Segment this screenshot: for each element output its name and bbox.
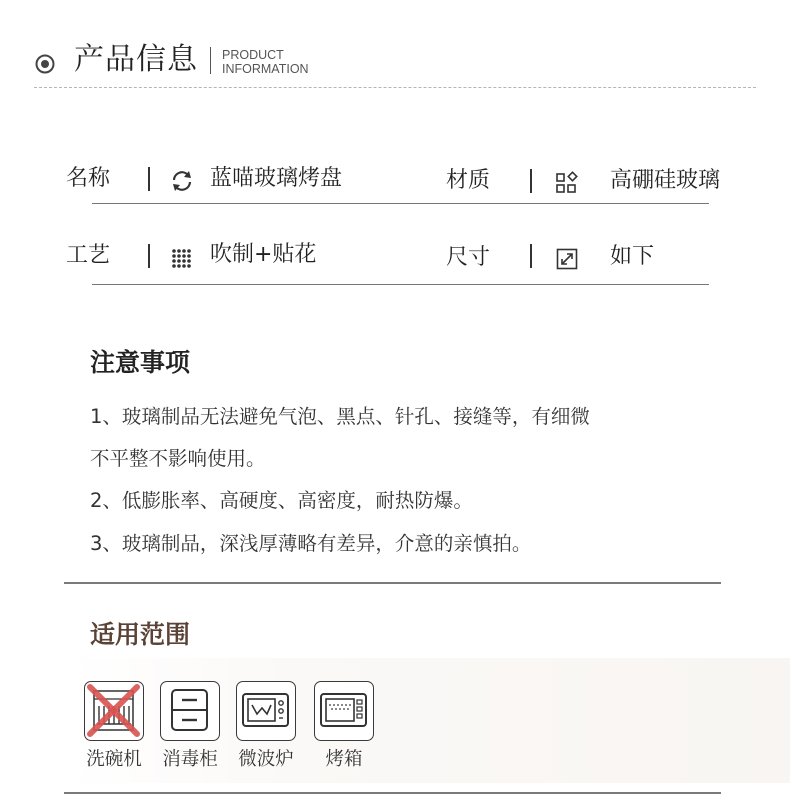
notes-title: 注意事项: [90, 348, 191, 377]
resize-icon: [556, 248, 578, 270]
usage-label-oven: 烤箱: [325, 749, 363, 770]
spec-label-process: 工艺: [66, 243, 111, 268]
page-title: 产品信息: [74, 42, 198, 77]
spec-value-material: 高硼硅玻璃: [610, 168, 721, 193]
title-english: [222, 48, 309, 76]
note-line: 3、玻璃制品，深浅厚薄略有差异，介意的亲慎拍。: [90, 532, 532, 555]
spec-value-process: 吹制+贴花: [210, 242, 317, 267]
spec-label-name: 名称: [66, 166, 111, 191]
oven-icon: [314, 681, 374, 741]
spec-separator: [530, 244, 532, 268]
spec-label-material: 材质: [446, 168, 491, 193]
spec-value-size: 如下: [610, 244, 655, 269]
spec-label-size: 尺寸: [446, 245, 491, 270]
usage-label-microwave: 微波炉: [238, 749, 294, 770]
note-line: 1、玻璃制品无法避免气泡、黑点、针孔、接缝等，有细微: [90, 405, 590, 428]
usage-label-cabinet: 消毒柜: [162, 749, 218, 770]
title-english-line2: INFORMATION: [222, 62, 309, 76]
section-divider: [64, 792, 721, 794]
header-dashed-divider: [34, 87, 756, 88]
spec-separator: [148, 167, 150, 191]
title-english-line1: PRODUCT: [222, 48, 284, 62]
microwave-icon: [236, 681, 296, 741]
title-separator: [210, 47, 211, 74]
dots-grid-icon: [170, 247, 192, 269]
grid-shapes-icon: [555, 171, 577, 193]
usage-label-dishwasher: 洗碗机: [86, 749, 142, 770]
section-divider: [64, 582, 721, 584]
note-line: 不平整不影响使用。: [90, 447, 266, 470]
spec-value-name: 蓝喵玻璃烤盘: [210, 166, 343, 191]
spec-row-divider: [92, 203, 709, 204]
target-circle-icon: [35, 54, 55, 74]
spec-separator: [148, 244, 150, 268]
refresh-icon: [170, 169, 192, 191]
disinfection-cabinet-icon: [160, 681, 220, 741]
spec-separator: [530, 169, 532, 193]
dishwasher-icon: [84, 681, 144, 741]
spec-row-divider: [92, 284, 709, 285]
usage-title: 适用范围: [90, 620, 191, 649]
note-line: 2、低膨胀率、高硬度、高密度，耐热防爆。: [90, 489, 473, 512]
